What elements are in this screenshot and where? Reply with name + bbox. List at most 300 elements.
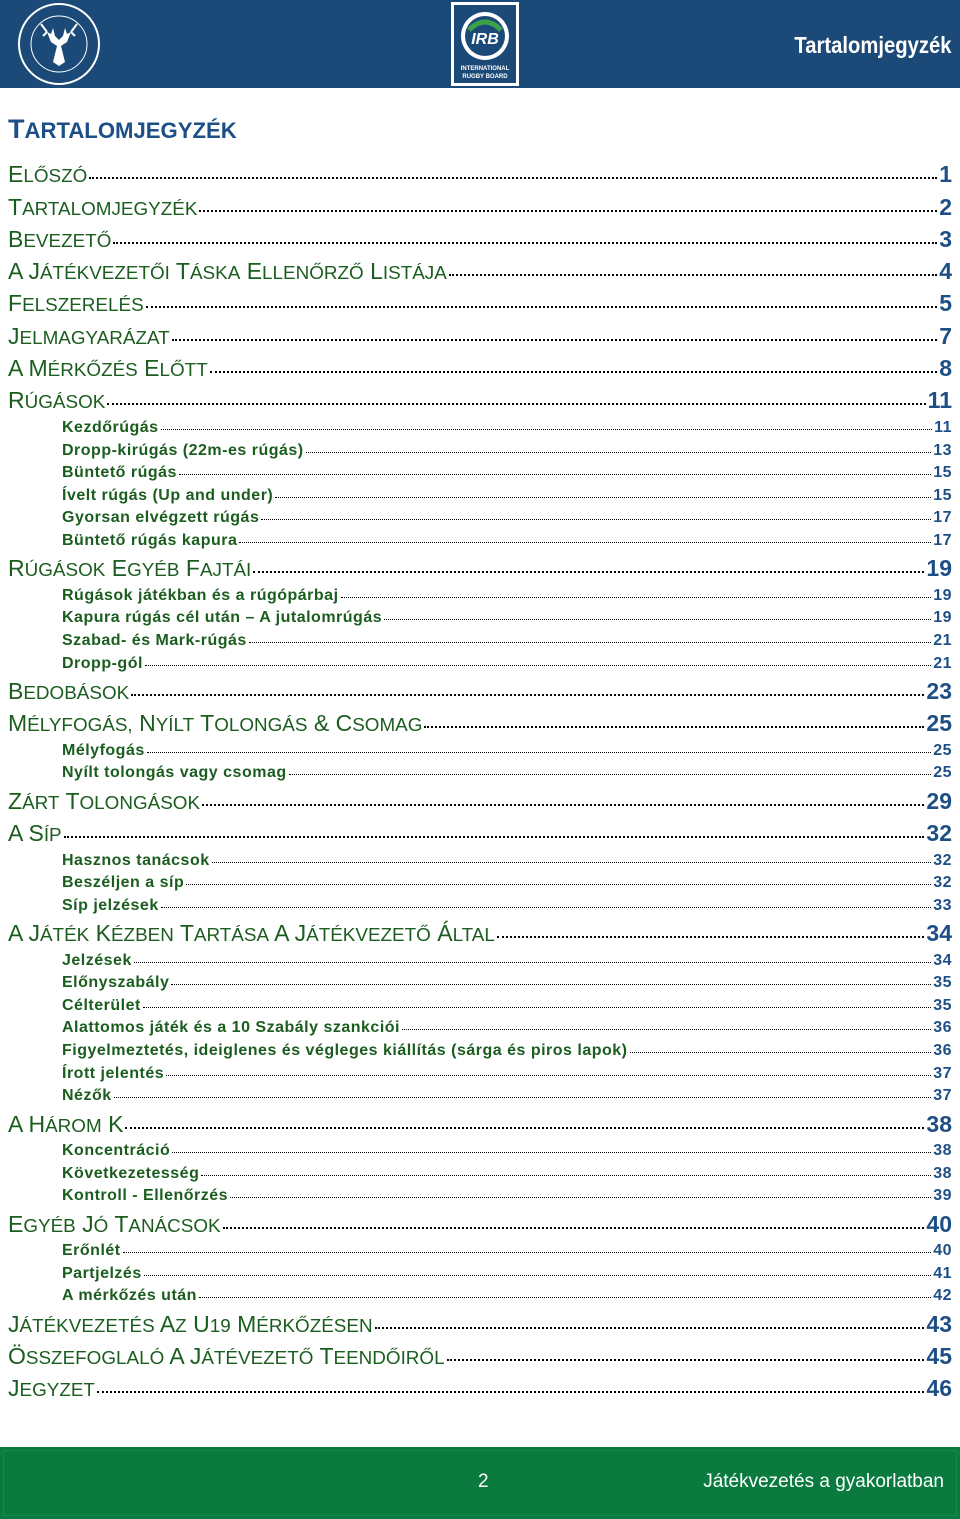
toc-entry-page: 15 [933, 464, 952, 482]
toc-entry-label: Kontroll - Ellenőrzés [62, 1187, 229, 1205]
smallcaps-word [8, 1311, 155, 1337]
toc-leader-dots [289, 773, 932, 775]
toc-leader-dots [497, 936, 925, 938]
toc-entry[interactable] [0, 350, 960, 382]
toc-entry-page: 17 [933, 509, 952, 527]
smallcaps-initial: T [8, 193, 23, 220]
smallcaps-initial: J [28, 258, 40, 285]
toc-entry-label: Kapura rúgás cél után – A jutalomrúgás [62, 609, 383, 627]
toc-entry-row [62, 632, 952, 650]
smallcaps-word [108, 1111, 123, 1137]
toc-entry-row [8, 323, 952, 350]
toc-entry-page: 41 [933, 1264, 952, 1282]
toc-entry[interactable] [0, 1105, 960, 1137]
toc-entry-row [8, 710, 952, 737]
smallcaps-initial: A [169, 1342, 184, 1369]
toc-entry-page: 39 [933, 1187, 952, 1205]
toc-entry[interactable] [0, 1238, 960, 1261]
toc-entry[interactable] [0, 582, 960, 605]
smallcaps-rest: ANÁCSOK [128, 1214, 221, 1236]
smallcaps-rest: ARTALOMJEGYZÉK [24, 118, 237, 143]
smallcaps-rest: AJTÁI [199, 559, 252, 581]
toc-entry-page: 11 [934, 418, 952, 436]
smallcaps-word [193, 1311, 231, 1337]
toc-entry[interactable] [0, 482, 960, 505]
smallcaps-rest: ÁRT [22, 791, 60, 813]
toc-leader-dots [144, 1274, 931, 1276]
toc-entry-page: 42 [933, 1287, 952, 1305]
toc-leader-dots [125, 1127, 924, 1129]
toc-entry-label: Célterület [62, 996, 141, 1014]
smallcaps-word [8, 1211, 76, 1237]
smallcaps-initial: E [8, 161, 24, 188]
svg-text:INTERNATIONAL: INTERNATIONAL [460, 66, 510, 72]
toc-entry-row [62, 874, 952, 892]
toc-entry[interactable] [0, 1138, 960, 1161]
toc-entry[interactable] [0, 527, 960, 550]
toc-entry-page: 1 [939, 161, 952, 188]
toc-leader-dots [230, 1196, 931, 1198]
toc-entry-page: 34 [926, 920, 952, 947]
smallcaps-initial: U [193, 1310, 210, 1337]
toc-entry[interactable] [0, 317, 960, 349]
toc-entry-page: 46 [926, 1375, 952, 1402]
toc-entry-row [8, 1111, 952, 1138]
toc-entry-page: 37 [933, 1087, 952, 1105]
toc-leader-dots [97, 1391, 924, 1393]
toc-entry-page: 40 [933, 1242, 952, 1260]
toc-entry-row [8, 788, 952, 815]
toc-leader-dots [341, 596, 932, 598]
smallcaps-word [8, 788, 59, 814]
toc-entry-label: Büntető rúgás [62, 464, 177, 482]
toc-leader-dots [172, 1151, 931, 1153]
smallcaps-word [114, 1211, 220, 1237]
toc-entry-label [8, 226, 111, 253]
toc-entry-label [8, 1111, 123, 1138]
smallcaps-word [319, 1343, 444, 1369]
toc-entry-row [62, 532, 952, 550]
smallcaps-word [8, 1343, 164, 1369]
smallcaps-word [437, 920, 495, 946]
smallcaps-rest: ÚGÁSOK [24, 391, 106, 413]
toc-entry[interactable] [0, 460, 960, 483]
toc-leader-dots [171, 983, 931, 985]
smallcaps-initial: T [319, 1342, 334, 1369]
toc-entry-row [62, 742, 952, 760]
toc-entry-row [62, 1019, 952, 1037]
smallcaps-word [96, 920, 174, 946]
toc-entry-page: 32 [926, 819, 952, 846]
toc-entry-label: Hasznos tanácsok [62, 851, 210, 869]
smallcaps-initial: T [200, 710, 215, 737]
smallcaps-rest: LLENŐRZŐ [262, 262, 364, 284]
toc-entry-label: Nézők [62, 1087, 112, 1105]
toc-entry-label: Szabad- és Mark-rúgás [62, 632, 247, 650]
smallcaps-word [28, 258, 169, 284]
smallcaps-word [200, 710, 307, 736]
toc-entry-label: Dropp-kirúgás (22m-es rúgás) [62, 441, 304, 459]
smallcaps-initial: B [8, 677, 24, 704]
smallcaps-word [28, 1111, 101, 1137]
smallcaps-initial: S [28, 819, 44, 846]
smallcaps-rest: ELMAGYARÁZAT [19, 326, 170, 348]
toc-entry-page: 25 [933, 741, 952, 759]
smallcaps-word [370, 258, 447, 284]
smallcaps-rest: OLONGÁS [214, 714, 308, 736]
toc-list [0, 156, 960, 1402]
toc-entry[interactable] [0, 1083, 960, 1106]
smallcaps-word [160, 1311, 187, 1337]
smallcaps-rest: ARTALOMJEGYZÉK [22, 197, 198, 219]
smallcaps-initial: A [8, 1110, 23, 1137]
smallcaps-initial: M [28, 355, 48, 382]
toc-entry-page: 4 [939, 258, 952, 285]
smallcaps-initial: E [8, 1210, 24, 1237]
toc-entry-page: 2 [939, 193, 952, 220]
toc-entry-label: Előnyszabály [62, 974, 170, 992]
smallcaps-word [186, 555, 251, 581]
toc-leader-dots [161, 428, 933, 430]
smallcaps-initial: T [65, 787, 80, 814]
smallcaps-initial: M [237, 1310, 257, 1337]
smallcaps-initial: J [8, 1310, 20, 1337]
smallcaps-initial: A [8, 355, 23, 382]
toc-entry-page: 38 [933, 1142, 952, 1160]
smallcaps-rest: 19 [209, 1314, 231, 1336]
smallcaps-word [247, 258, 364, 284]
header-title: Tartalomjegyzék [794, 32, 952, 58]
smallcaps-rest: SSZEFOGLALÓ [25, 1346, 165, 1368]
toc-leader-dots [161, 906, 931, 908]
toc-entry-page: 3 [939, 225, 952, 252]
toc-entry-page: 25 [933, 764, 952, 782]
toc-leader-dots [172, 339, 938, 341]
smallcaps-rest: OLONGÁSOK [79, 791, 201, 813]
toc-entry-page: 19 [926, 555, 952, 582]
toc-entry-row [62, 1087, 952, 1105]
toc-entry[interactable] [0, 1283, 960, 1306]
toc-leader-dots [424, 726, 924, 728]
smallcaps-rest: ÉZBEN [110, 924, 174, 946]
smallcaps-word [295, 920, 431, 946]
smallcaps-initial: C [335, 710, 353, 737]
toc-entry-label [8, 258, 447, 285]
toc-entry-row [62, 464, 952, 482]
toc-entry-label: Mélyfogás [62, 741, 145, 759]
toc-entry-label [8, 1375, 95, 1402]
smallcaps-initial: J [8, 322, 20, 349]
toc-entry[interactable] [0, 705, 960, 737]
toc-entry-label [8, 387, 105, 414]
smallcaps-rest: YÍLT [155, 714, 195, 736]
smallcaps-rest: LŐSZÓ [23, 165, 88, 187]
toc-entry[interactable] [0, 414, 960, 437]
toc-entry-row [62, 1242, 952, 1260]
toc-entry[interactable] [0, 1160, 960, 1183]
toc-entry-page: 29 [926, 787, 952, 814]
toc-entry[interactable] [0, 815, 960, 847]
toc-entry-page: 21 [933, 632, 952, 650]
toc-entry-row [62, 764, 952, 782]
smallcaps-word [82, 1211, 108, 1237]
toc-entry[interactable] [0, 253, 960, 285]
toc-entry-row [8, 1343, 952, 1370]
smallcaps-initial: J [294, 920, 307, 947]
toc-entry-label [8, 1311, 373, 1338]
smallcaps-word [8, 114, 237, 144]
toc-entry[interactable] [0, 1205, 960, 1237]
toc-entry[interactable] [0, 760, 960, 783]
smallcaps-initial: Ö [8, 1342, 26, 1369]
toc-entry-label [8, 820, 62, 847]
smallcaps-word [176, 258, 240, 284]
smallcaps-rest: ÁTÉVEZETŐ [201, 1346, 314, 1368]
toc-leader-dots [210, 371, 937, 373]
toc-entry-label: Síp jelzések [62, 896, 159, 914]
toc-entry[interactable] [0, 550, 960, 582]
smallcaps-word [8, 194, 197, 220]
toc-entry[interactable] [0, 382, 960, 414]
toc-entry-label [8, 1343, 445, 1370]
smallcaps-initial: & [313, 710, 330, 737]
smallcaps-word [112, 555, 180, 581]
toc-entry-row [8, 820, 952, 847]
smallcaps-word [8, 355, 22, 381]
toc-entry-label [8, 194, 197, 221]
toc-entry-row [62, 1287, 952, 1305]
toc-entry-label [8, 355, 208, 382]
smallcaps-initial: M [8, 710, 28, 737]
smallcaps-initial: E [246, 258, 263, 285]
smallcaps-rest: LTAL [452, 924, 495, 946]
smallcaps-initial: N [139, 710, 156, 737]
toc-entry[interactable] [0, 285, 960, 317]
toc-entry-row [8, 258, 952, 285]
toc-entry-row [62, 609, 952, 627]
toc-entry-label: Rúgások játékban és a rúgópárbaj [62, 586, 339, 604]
smallcaps-word [8, 387, 105, 413]
smallcaps-word [28, 920, 89, 946]
toc-entry-row [62, 952, 952, 970]
toc-entry[interactable] [0, 605, 960, 628]
deer-head-icon [3, 2, 115, 86]
toc-leader-dots [306, 451, 932, 453]
irb-logo [451, 2, 519, 86]
smallcaps-initial: J [189, 1342, 202, 1369]
toc-entry-label [8, 678, 129, 705]
toc-entry-page: 38 [926, 1110, 952, 1137]
toc-entry[interactable] [0, 188, 960, 220]
toc-leader-dots [202, 804, 924, 806]
toc-entry[interactable] [0, 156, 960, 188]
smallcaps-initial: L [370, 258, 383, 285]
smallcaps-word [314, 710, 329, 736]
toc-entry[interactable] [0, 992, 960, 1015]
toc-leader-dots [166, 1074, 931, 1076]
toc-entry-row [62, 1042, 952, 1060]
toc-entry-page: 40 [926, 1210, 952, 1237]
toc-entry-page: 45 [926, 1342, 952, 1369]
smallcaps-rest: ÁTÉKVEZETŐI [39, 262, 170, 284]
toc-leader-dots [134, 961, 931, 963]
toc-entry-label: Dropp-gól [62, 654, 143, 672]
smallcaps-rest: EGYZET [19, 1379, 95, 1401]
toc-entry[interactable] [0, 737, 960, 760]
smallcaps-rest: ÁTÉK [39, 924, 90, 946]
smallcaps-initial: A [8, 819, 23, 846]
toc-entry[interactable] [0, 947, 960, 970]
smallcaps-word [169, 1343, 183, 1369]
toc-entry[interactable] [0, 782, 960, 814]
toc-entry-row [62, 442, 952, 460]
smallcaps-initial: A [8, 258, 23, 285]
toc-entry-row [62, 587, 952, 605]
page-footer [0, 1447, 960, 1519]
smallcaps-initial: Á [437, 920, 453, 947]
toc-leader-dots [145, 664, 931, 666]
svg-text:RUGBY BOARD: RUGBY BOARD [462, 74, 508, 80]
toc-entry[interactable] [0, 1305, 960, 1337]
smallcaps-initial: Z [8, 787, 23, 814]
toc-leader-dots [630, 1051, 932, 1053]
smallcaps-word [8, 710, 133, 736]
toc-entry-page: 19 [933, 609, 952, 627]
smallcaps-word [144, 355, 208, 381]
toc-entry[interactable] [0, 1338, 960, 1370]
toc-entry[interactable] [0, 1370, 960, 1402]
toc-leader-dots [114, 1096, 932, 1098]
toc-entry-page: 21 [933, 654, 952, 672]
toc-leader-dots [261, 518, 931, 520]
toc-entry-page: 36 [933, 1019, 952, 1037]
toc-entry[interactable] [0, 870, 960, 893]
toc-leader-dots [146, 306, 938, 308]
footer-page-number: 2 [478, 1471, 489, 1492]
toc-leader-dots [143, 1006, 931, 1008]
smallcaps-initial: J [8, 1375, 20, 1402]
toc-entry[interactable] [0, 915, 960, 947]
toc-title [8, 114, 237, 145]
toc-entry[interactable] [0, 673, 960, 705]
toc-entry-label: Írott jelentés [62, 1064, 165, 1082]
toc-entry-label: Koncentráció [62, 1142, 171, 1160]
toc-entry[interactable] [0, 1060, 960, 1083]
toc-entry[interactable] [0, 1037, 960, 1060]
toc-entry-row [62, 487, 952, 505]
smallcaps-initial: K [95, 920, 111, 947]
hungarian-rugby-union-logo [3, 2, 115, 86]
footer-text: Játékvezetés a gyakorlatban [703, 1471, 944, 1492]
toc-leader-dots [64, 836, 925, 838]
page-header [0, 0, 960, 88]
toc-leader-dots [275, 496, 931, 498]
toc-leader-dots [449, 274, 937, 276]
smallcaps-rest: EDOBÁSOK [23, 681, 130, 703]
smallcaps-initial: E [111, 555, 128, 582]
toc-entry-row [62, 1187, 952, 1205]
toc-entry[interactable] [0, 970, 960, 993]
smallcaps-initial: J [82, 1210, 94, 1237]
toc-entry-row [62, 974, 952, 992]
smallcaps-word [139, 710, 194, 736]
toc-entry-label: Kezdőrúgás [62, 418, 159, 436]
smallcaps-initial: E [144, 355, 160, 382]
smallcaps-initial: J [28, 920, 40, 947]
smallcaps-rest: Z [175, 1314, 187, 1336]
smallcaps-word [28, 355, 137, 381]
toc-entry[interactable] [0, 1015, 960, 1038]
smallcaps-rest: ISTÁJA [382, 262, 447, 284]
smallcaps-word [237, 1311, 373, 1337]
toc-entry-page: 34 [933, 951, 952, 969]
smallcaps-word [8, 678, 129, 704]
smallcaps-word [274, 920, 288, 946]
toc-entry[interactable] [0, 221, 960, 253]
toc-entry-row [8, 355, 952, 382]
toc-entry-label [8, 161, 87, 188]
toc-entry-page: 23 [926, 677, 952, 704]
toc-entry[interactable] [0, 650, 960, 673]
smallcaps-word [28, 820, 61, 846]
toc-entry-page: 38 [933, 1164, 952, 1182]
toc-entry-row [8, 555, 952, 582]
smallcaps-word [8, 323, 170, 349]
smallcaps-rest: ÉLYFOGÁS, [27, 714, 133, 736]
toc-entry[interactable] [0, 1260, 960, 1283]
toc-entry-label: Alattomos játék és a 10 Szabály szankciói [62, 1019, 400, 1037]
smallcaps-initial: T [114, 1210, 129, 1237]
toc-entry[interactable] [0, 1183, 960, 1206]
toc-entry[interactable] [0, 627, 960, 650]
smallcaps-initial: K [108, 1110, 124, 1137]
smallcaps-word [8, 226, 111, 252]
toc-entry-label [8, 1211, 221, 1238]
toc-entry-label: Partjelzés [62, 1264, 142, 1282]
toc-leader-dots [447, 1359, 925, 1361]
smallcaps-initial: T [8, 114, 25, 144]
smallcaps-rest: EENDŐIRŐL [333, 1346, 445, 1368]
toc-leader-dots [375, 1327, 925, 1329]
smallcaps-rest: SOMAG [352, 714, 423, 736]
toc-entry[interactable] [0, 892, 960, 915]
svg-text:IRB: IRB [471, 31, 499, 48]
toc-entry-page: 32 [933, 874, 952, 892]
toc-entry-page: 36 [933, 1042, 952, 1060]
toc-entry-page: 19 [933, 586, 952, 604]
toc-entry-row [8, 226, 952, 253]
toc-entry-row [62, 897, 952, 915]
toc-entry[interactable] [0, 505, 960, 528]
toc-entry-row [62, 852, 952, 870]
toc-entry-row [62, 509, 952, 527]
toc-leader-dots [113, 242, 937, 244]
smallcaps-initial: A [159, 1310, 176, 1337]
toc-entry-label: Erőnlét [62, 1242, 121, 1260]
toc-entry-row [8, 1311, 952, 1338]
smallcaps-word [8, 555, 105, 581]
toc-entry-page: 7 [939, 322, 952, 349]
smallcaps-word [8, 290, 144, 316]
smallcaps-rest: ÁROM [45, 1114, 102, 1136]
toc-entry-label: Nyílt tolongás vagy csomag [62, 764, 287, 782]
toc-entry[interactable] [0, 847, 960, 870]
smallcaps-initial: A [274, 920, 289, 947]
toc-entry[interactable] [0, 437, 960, 460]
smallcaps-word [336, 710, 423, 736]
toc-entry-page: 5 [939, 290, 952, 317]
toc-entry-label [8, 920, 495, 947]
